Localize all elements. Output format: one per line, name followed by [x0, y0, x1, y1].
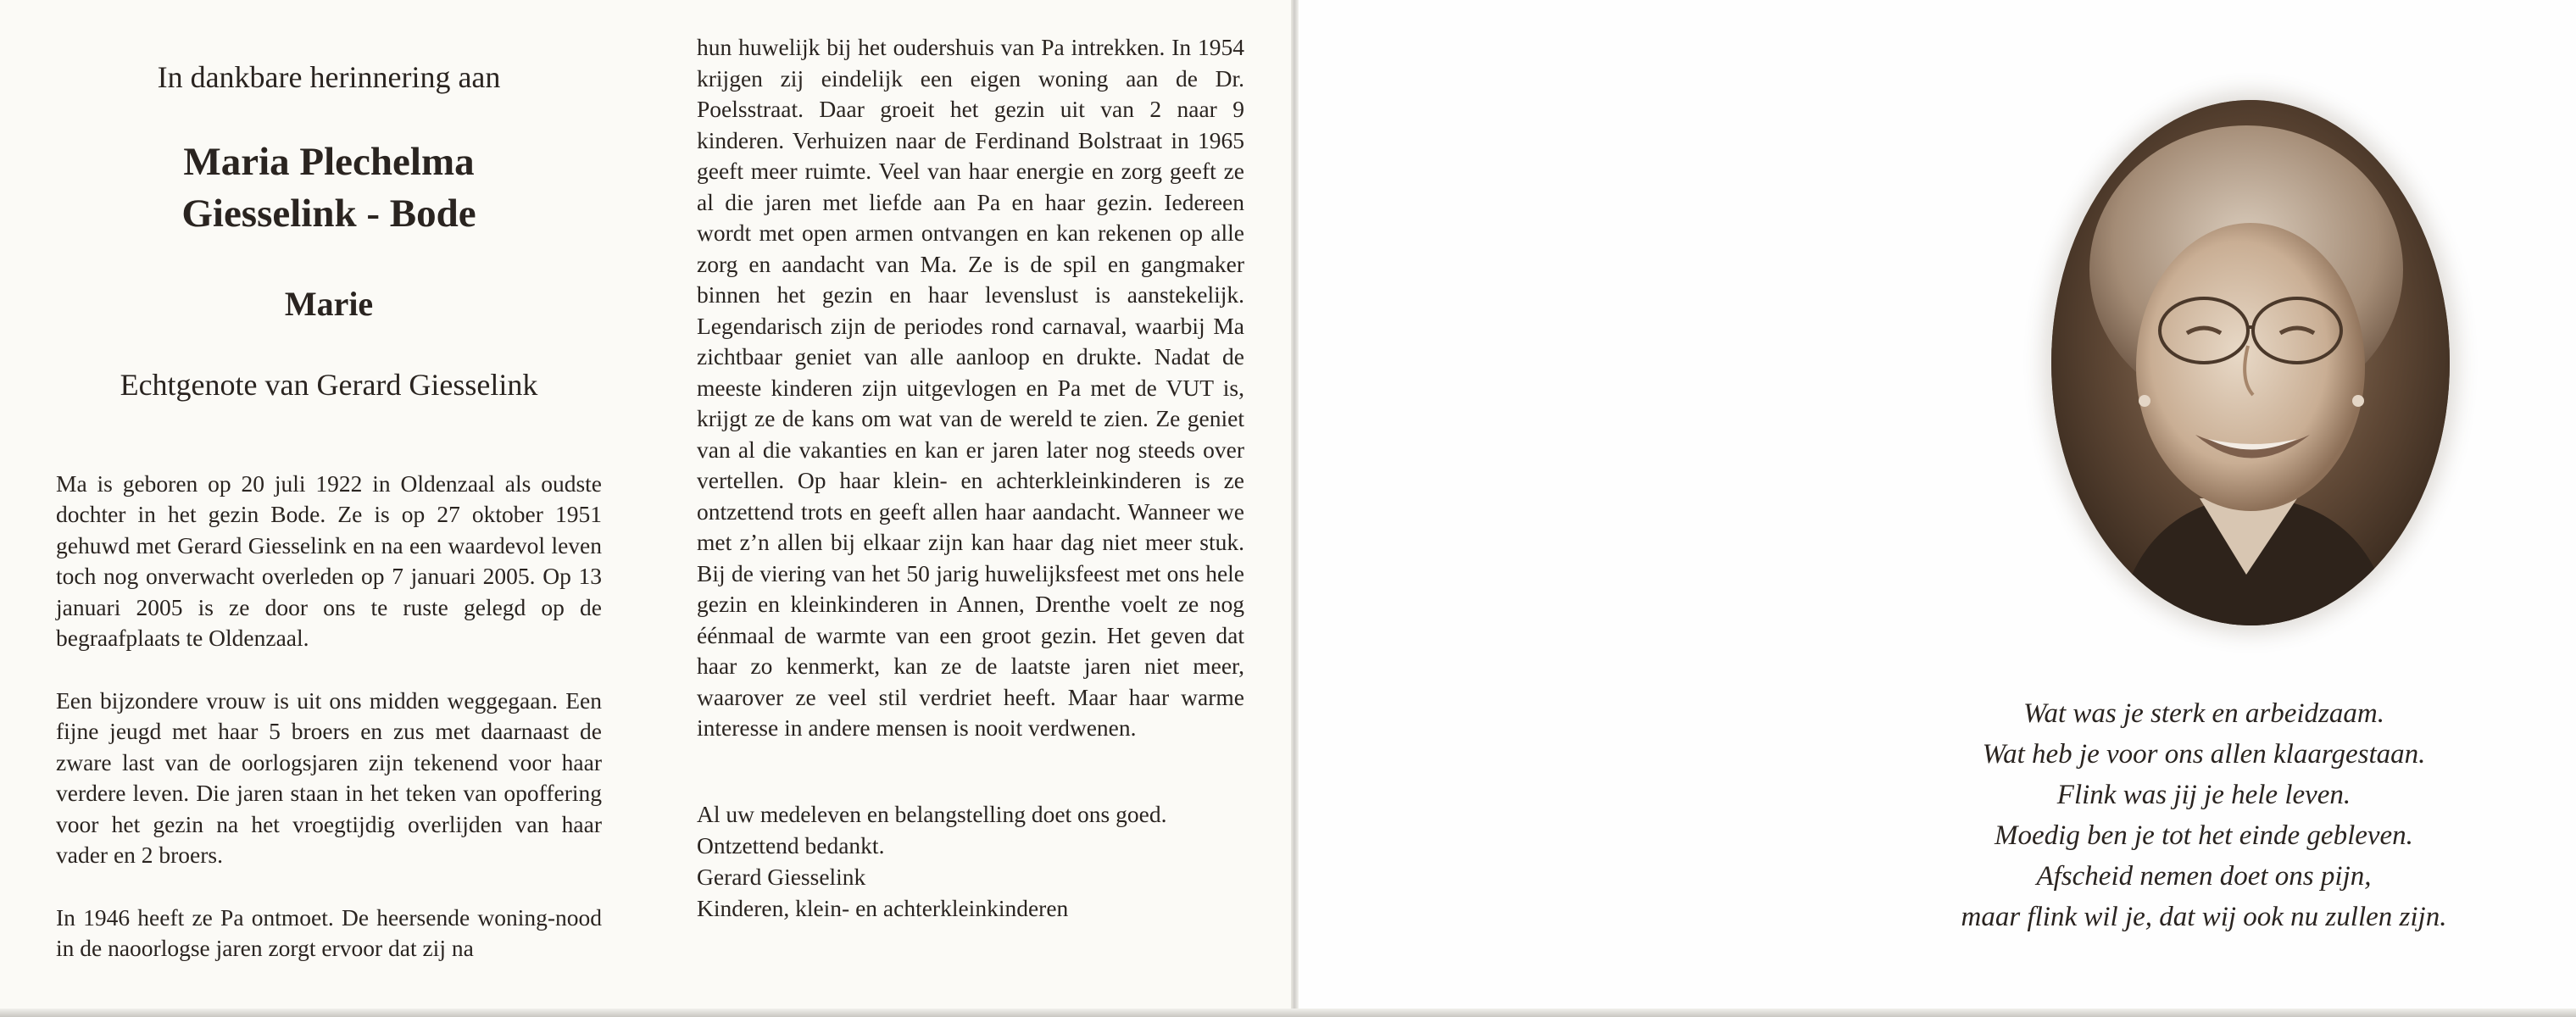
poem-line-5: Afscheid nemen doet ons pijn, [2036, 861, 2372, 892]
poem-line-2: Wat heb je voor ons allen klaargestaan. [1982, 739, 2426, 770]
biography-paragraph-3-continued: hun huwelijk bij het oudershuis van Pa intrekken. In 1954 krijgen zij eindelijk een eigen woning aan de Dr. Poelsstraat. Daar groeit het gezin uit van 2 naar 9 kinderen. Verhuizen naar de Ferdinand Bolstraat in 1965 geeft meer ruimte. Veel van haar energie en zorg geeft ze al die jaren met liefde aan Pa en haar gezin. Iedereen wordt met open armen ontvangen en kan rekenen op alle zorg en aandacht van Ma. Ze is de spil en gangmaker binnen het gezin en haar levenslust is aanstekelijk. Legendarisch zijn de periodes rond carnaval, waarbij Ma zichtbaar geniet van alle aanloop en drukte. Nadat de meeste kinderen zijn uitgevlogen en Pa met de VUT is, krijgt ze de kans om wat van de wereld te zien. Ze geniet van al die vakanties en kan er jaren later nog steeds over vertellen. Op haar klein- en achterkleinkinderen is ze ontzettend trots en geeft allen haar aandacht. Wanneer we met z’n allen bij elkaar zijn kan haar dag niet meer stuk. Bij de viering van het 50 jarig huwelijksfeest met ons hele gezin en kleinkinderen in Annen, Drenthe voelt ze nog éénmaal de warmte van een groot gezin. Het geven dat haar zo kenmerkt, kan ze de laatste jaren niet meer, waarover ze veel stil verdriet heeft. Maar haar warme interesse in andere mensen is nooit verdwenen. [697, 34, 1244, 741]
nickname: Marie [284, 285, 374, 324]
memorial-poem [1899, 693, 2509, 937]
closing-line-1: Al uw medeleven en belangstelling doet ons goed. [697, 800, 1167, 827]
portrait-oval [2051, 100, 2450, 625]
spouse-line: Echtgenote van Gerard Giesselink [120, 368, 538, 403]
poem-line-4: Moedig ben je tot het einde gebleven. [1995, 820, 2413, 851]
card-bottom-edge [0, 1009, 2576, 1017]
name-line-2: Giesselink - Bode [181, 192, 476, 236]
portrait-illustration [2051, 100, 2450, 625]
biography-paragraph-1: Ma is geboren op 20 juli 1922 in Oldenzaal als oudste dochter in het gezin Bode. Ze is op 27 oktober 1951 gehuwd met Gerard Giesselink en na een waardevol leven toch nog onverwacht overleden op 7 januari 2005. Op 13 januari 2005 is ze door ons te ruste gelegd op de begraafplaats te Oldenzaal. [56, 470, 602, 652]
closing-family: Kinderen, klein- en achterkleinkinderen [697, 894, 1069, 921]
deceased-name [56, 136, 602, 240]
intro-heading: In dankbare herinnering aan [157, 60, 501, 94]
poem-line-1: Wat was je sterk en arbeidzaam. [2023, 698, 2384, 729]
closing-note [697, 798, 1244, 924]
biography-paragraph-2: Een bijzondere vrouw is uit ons midden weggegaan. Een fijne jeugd met haar 5 broers en zus met daarnaast de zware last van de oorlogsjaren zijn tekenend voor haar verdere leven. Die jaren staan in het teken van opoffering voor het gezin na het vroegtijdig overlijden van haar vader en 2 broers. [56, 686, 602, 869]
card-fold [1291, 0, 1299, 1014]
poem-line-3: Flink was jij je hele leven. [2056, 780, 2351, 810]
text-column-right [697, 32, 1244, 924]
closing-line-2: Ontzettend bedankt. [697, 831, 885, 859]
closing-signature: Gerard Giesselink [697, 863, 866, 890]
portrait-photo [2051, 100, 2450, 625]
poem-line-6: maar flink wil je, dat wij ook nu zullen zijn. [1961, 902, 2447, 932]
biography-paragraph-3-start: In 1946 heeft ze Pa ontmoet. De heersende woning-nood in de naoorlogse jaren zorgt ervoor dat zij na [56, 903, 602, 962]
name-line-1: Maria Plechelma [183, 140, 475, 185]
text-column-left [56, 51, 602, 964]
